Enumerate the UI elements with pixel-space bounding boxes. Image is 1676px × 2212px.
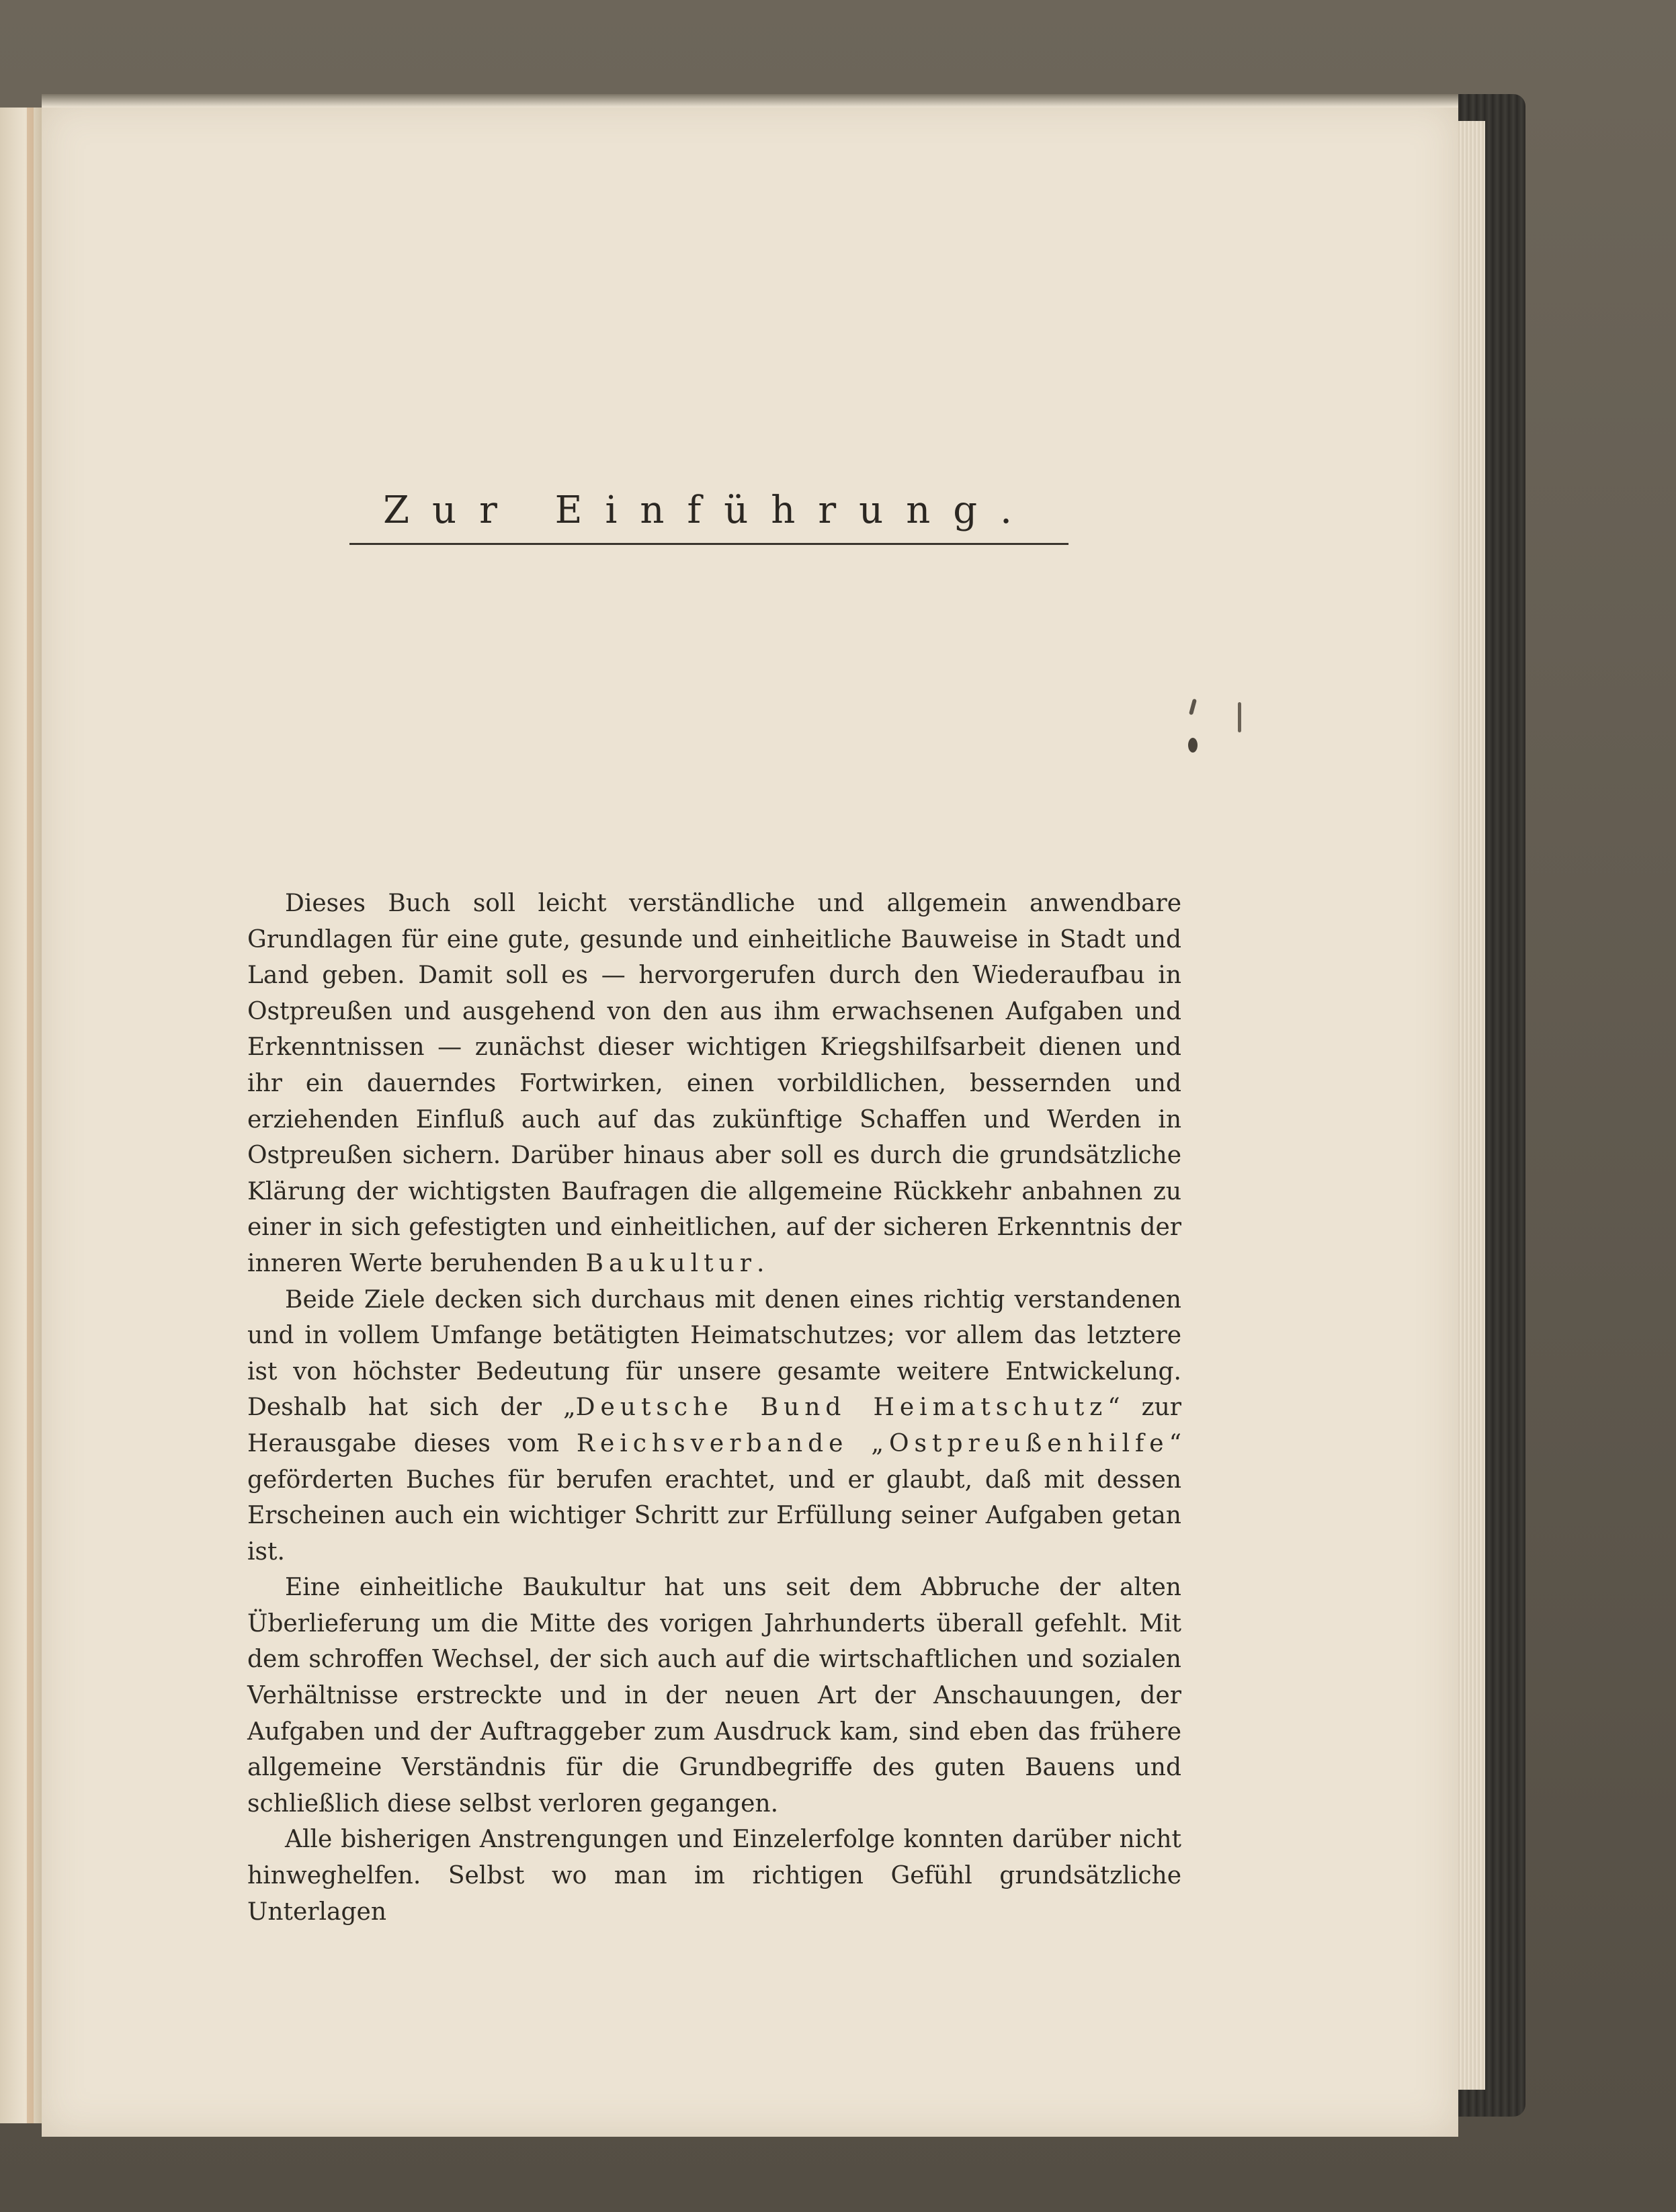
paragraph-2 xyxy=(247,1282,1181,1570)
paragraph-4: Alle bisherigen Anstrengungen und Einzelerfolge konnten darüber nicht hinweghelfen. Selbst wo man im richtigen Gefühl grundsätzliche Unterlagen xyxy=(247,1826,1181,1926)
paragraph-text: “ zur Herausgabe dieses vom xyxy=(247,1394,1181,1457)
paragraph-text: . xyxy=(757,1249,765,1277)
chapter-heading: Zur Einführung. xyxy=(383,488,1035,532)
emphasized-term: Baukultur xyxy=(585,1249,757,1277)
paragraph-text: Beide Ziele decken sich durchaus mit denen eines richtig verstandenen und in vollem Umfange betätigten Heimatschutzes; vor allem das letztere ist von höchster Bedeutung für unsere gesamte weitere Entwickelung. Deshalb hat sich der „ xyxy=(247,1285,1181,1422)
dust-speck xyxy=(1238,702,1241,732)
paragraph-text: Dieses Buch soll leicht verständliche und allgemein anwendbare Grundlagen für eine gute, gesunde und einheitliche Bauweise in Stadt und Land geben. Damit soll es — hervorgerufen durch den Wiederaufbau in Ostpreußen und ausgehend von den aus ihm erwachsenen Aufgaben und Erkenntnissen — zunächst dieser wichtigen Kriegshilfsarbeit dienen und ihr ein dauerndes Fortwirken, einen vorbildlichen, bessernden und erziehenden Einfluß auch auf das zukünftige Schaffen und Werden in Ostpreußen sichern. Darüber hinaus aber soll es durch die grundsätzliche Klärung der wichtigsten Baufragen die allgemeine Rückkehr anbahnen zu einer in sich gefestigten und einheitlichen, auf der sicheren Erkenntnis der inneren Werte beruhenden xyxy=(247,890,1181,1277)
dust-speck xyxy=(1188,738,1198,753)
emphasized-term: Deutsche Bund Heimatschutz xyxy=(575,1394,1108,1422)
left-page-tint xyxy=(27,108,34,2123)
paragraph-text: “ geförderten Buches für berufen erachtet, und er glaubt, daß mit dessen Erscheinen auch ein wichtiger Schritt zur Erfüllung seiner Aufgaben getan ist. xyxy=(247,1429,1182,1566)
body-text xyxy=(247,886,1181,1930)
page-top-shadow xyxy=(42,94,1458,108)
paragraph-3: Eine einheitliche Baukultur hat uns seit dem Abbruche der alten Überlieferung um die Mitte des vorigen Jahrhunderts überall gefehlt. Mit dem schroffen Wechsel, der sich auch auf die wirtschaftlichen und sozialen Verhältnisse erstreckte und in der neuen Art der Anschauungen, der Aufgaben und der Auftraggeber zum Ausdruck kam, sind eben das frühere allgemeine Verständnis für die Grundbegriffe des guten Bauens und schließlich diese selbst verloren gegangen. xyxy=(247,1574,1181,1818)
emphasized-term: Reichsverbande „Ostpreußenhilfe xyxy=(576,1429,1169,1457)
paragraph-1 xyxy=(247,886,1181,1282)
heading-underline xyxy=(349,543,1069,545)
left-page-edge xyxy=(0,108,44,2123)
